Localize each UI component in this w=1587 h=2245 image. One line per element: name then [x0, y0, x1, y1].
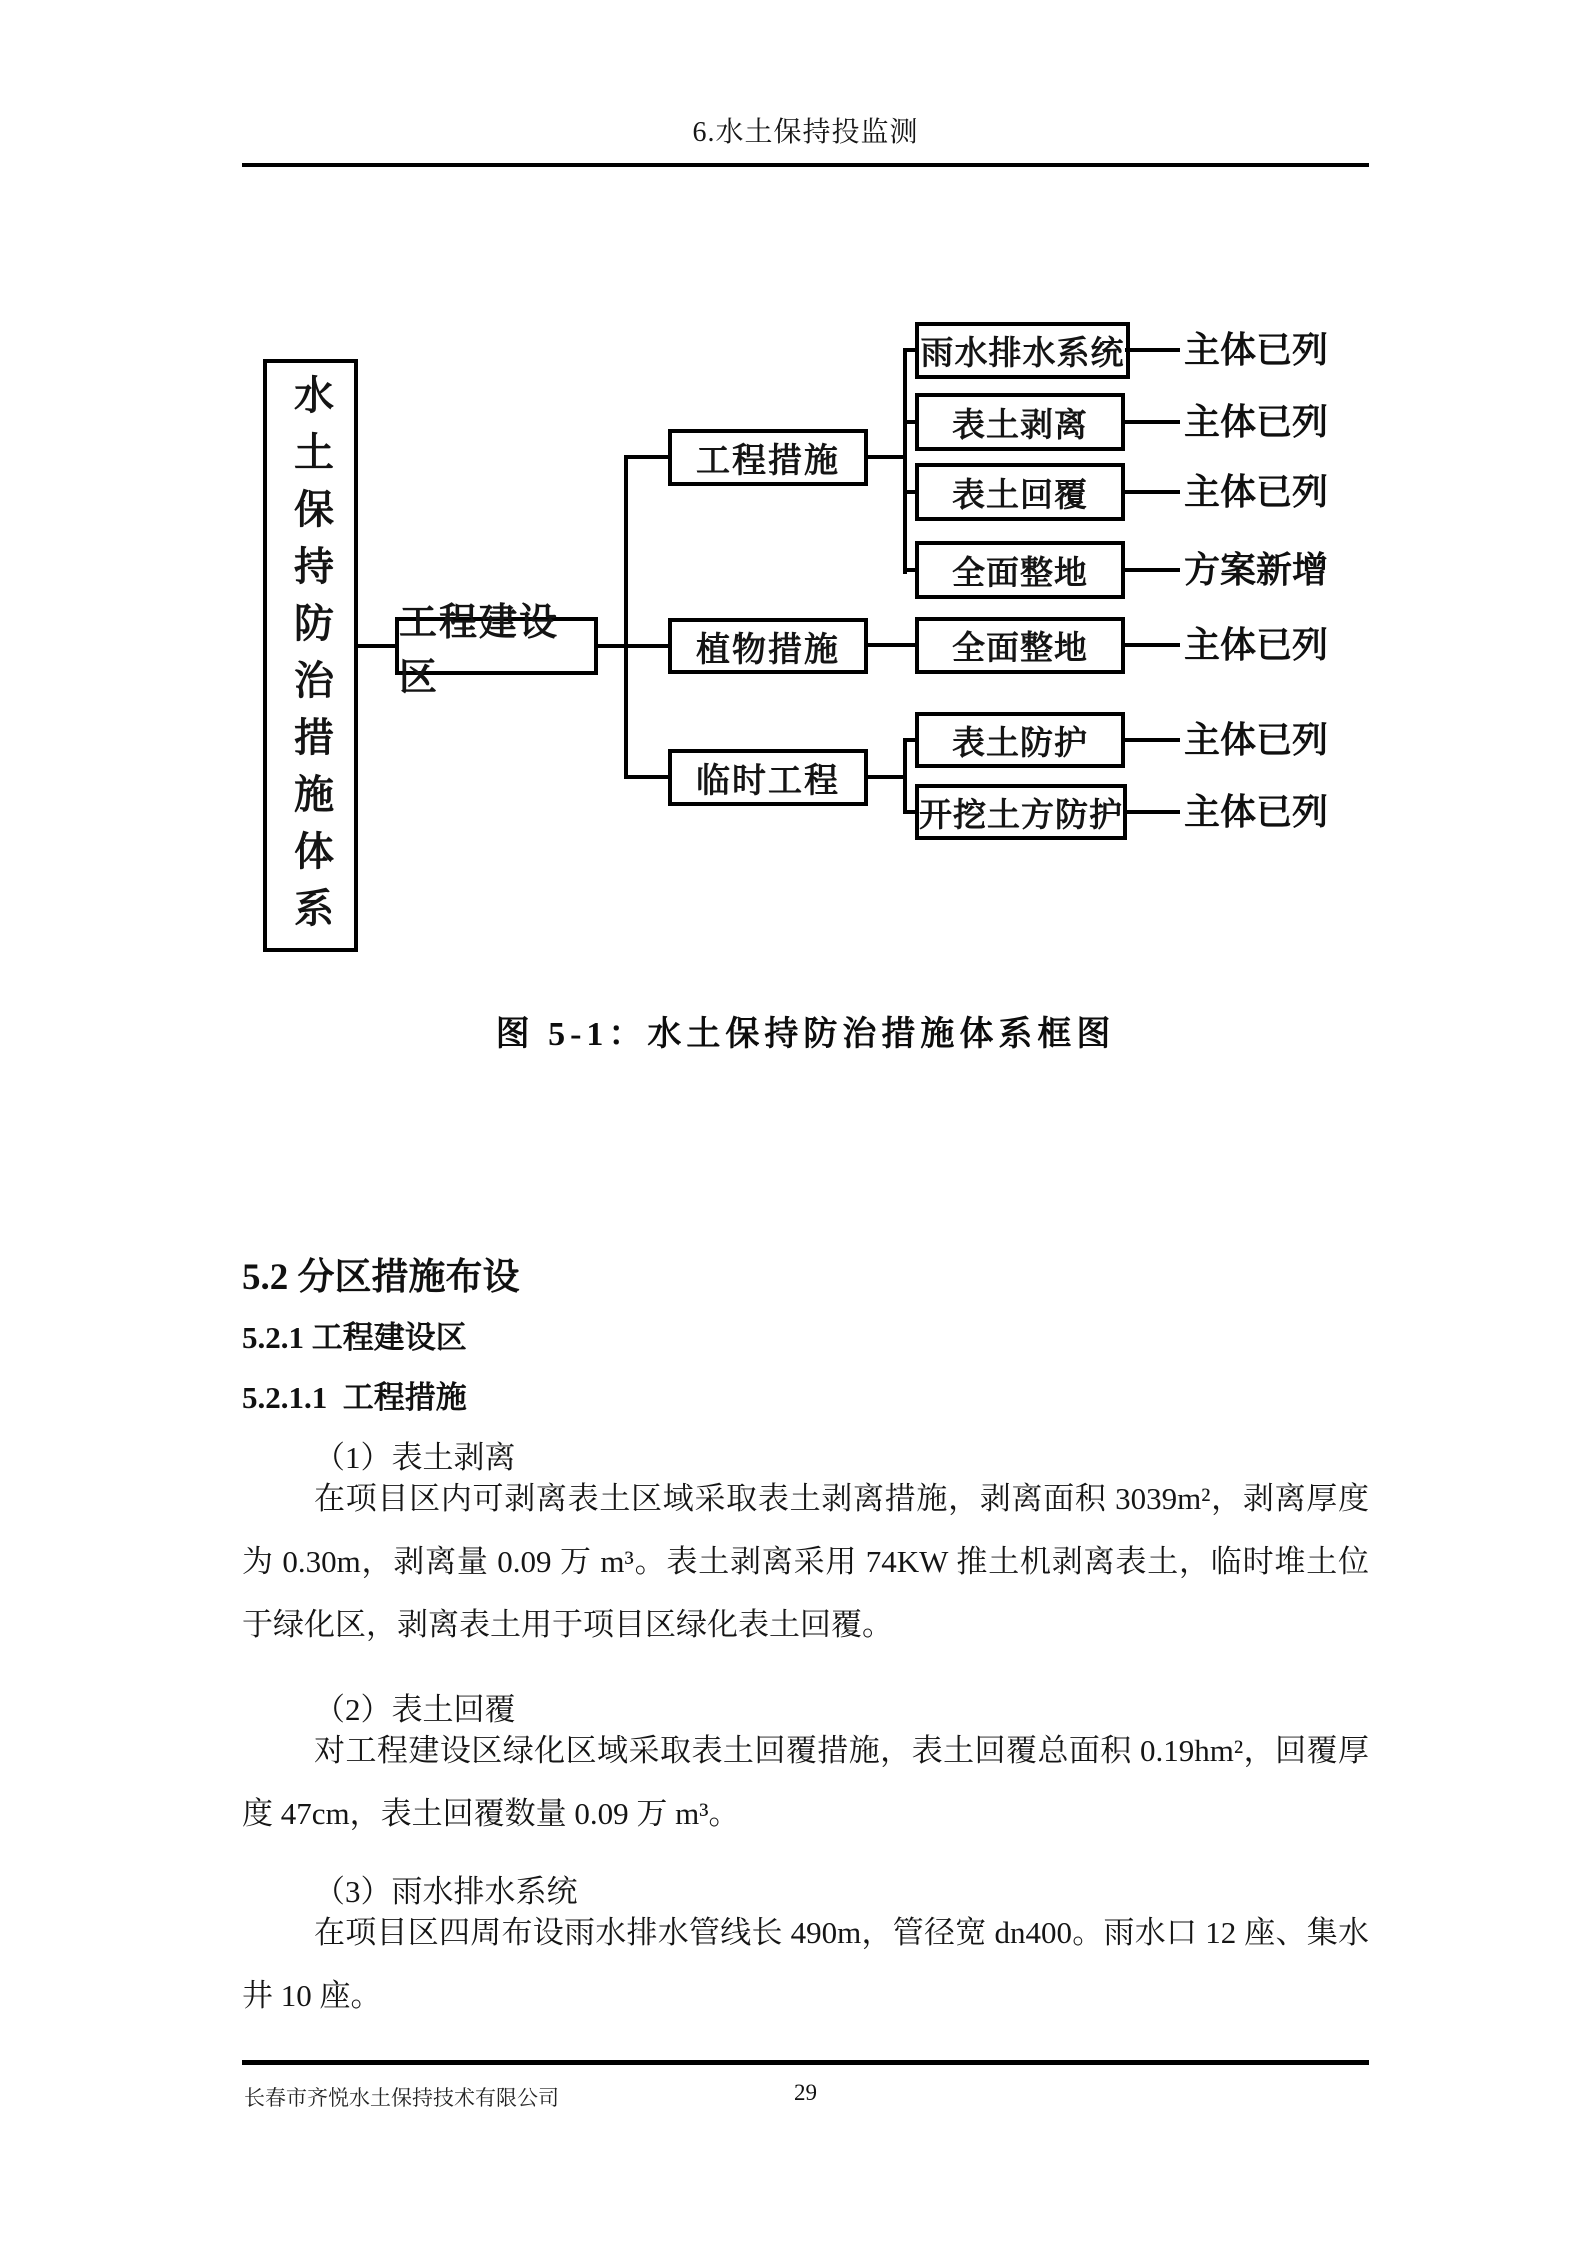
diagram-level1-box	[395, 602, 598, 699]
engineering-bracket-vertical	[903, 348, 907, 574]
measure-label-full-leveling-plant: 全面整地	[952, 629, 1088, 666]
measure-label-rain-drainage: 雨水排水系统	[920, 334, 1125, 371]
paragraph-topsoil-stripping: 在项目区内可剥离表土区域采取表土剥离措施，剥离面积 3039m²，剥离厚度为 0.30m，剥离量 0.09 万 m³。表土剥离采用 74KW 推土机剥离表土，临时堆土位于绿化区，剥离表土用于项目区绿化表土回覆。	[242, 1481, 1369, 1642]
status-label-excavation-protection: 主体已列	[1184, 791, 1329, 832]
stub-excavation-protection	[903, 810, 915, 814]
connector-root-level1	[358, 644, 395, 648]
diagram-level1-label: 工程建设区	[399, 602, 560, 699]
branch-label-temporary: 临时工程	[696, 762, 840, 800]
page-header-title: 6.水土保持投监测	[692, 117, 919, 148]
measure-box-full-leveling-eng	[915, 541, 1125, 599]
measure-box-topsoil-protection	[915, 712, 1125, 768]
measure-box-topsoil-stripping	[915, 393, 1125, 451]
stub-topsoil-protection	[903, 738, 915, 742]
connector-status-2	[1125, 420, 1180, 424]
heading-5-2-1: 5.2.1 工程建设区	[242, 1320, 467, 1355]
status-label-full-leveling-plant: 主体已列	[1184, 624, 1329, 665]
connector-plant-child	[868, 643, 915, 647]
connector-temporary-bracket	[868, 775, 905, 779]
branch-label-engineering: 工程措施	[696, 442, 840, 480]
status-label-topsoil-return: 主体已列	[1184, 471, 1329, 512]
measure-box-rain-drainage	[915, 322, 1130, 379]
branch-box-plant-measures	[668, 618, 868, 674]
connector-status-3	[1125, 490, 1180, 494]
footer-company-name: 长春市齐悦水土保持技术有限公司	[244, 2086, 559, 2110]
trunk-vertical-line	[624, 455, 628, 779]
measure-label-topsoil-return: 表土回覆	[952, 475, 1088, 513]
measure-label-topsoil-stripping: 表土剥离	[952, 405, 1088, 443]
connector-status-6	[1125, 738, 1180, 742]
paragraph-rain-drainage: 在项目区四周布设雨水排水管线长 490m，管径宽 dn400。雨水口 12 座、集水井 10 座。	[242, 1915, 1369, 2013]
measure-box-topsoil-return	[915, 463, 1125, 521]
measure-label-full-leveling-eng: 全面整地	[952, 553, 1088, 591]
diagram-root-box	[263, 359, 358, 952]
status-label-topsoil-stripping: 主体已列	[1184, 401, 1329, 442]
branch-label-plant: 植物措施	[696, 630, 840, 669]
connector-status-1	[1125, 348, 1180, 352]
stub-to-temporary	[626, 775, 668, 779]
measure-box-full-leveling-plant	[915, 617, 1125, 674]
connector-status-5	[1125, 643, 1180, 647]
branch-box-engineering-measures	[668, 429, 868, 486]
status-label-topsoil-protection: 主体已列	[1184, 719, 1329, 760]
header-rule	[242, 163, 1369, 167]
measure-label-topsoil-protection: 表土防护	[952, 723, 1088, 761]
paragraph-topsoil-return: 对工程建设区绿化区域采取表土回覆措施，表土回覆总面积 0.19hm²，回覆厚度 47cm，表土回覆数量 0.09 万 m³。	[242, 1733, 1369, 1831]
stub-topsoil-return	[903, 490, 915, 494]
stub-to-engineering	[626, 455, 668, 459]
heading-5-2: 5.2 分区措施布设	[242, 1257, 520, 1298]
heading-5-2-1-1: 5.2.1.1 工程措施	[242, 1380, 467, 1415]
figure-caption: 图 5-1：水土保持防治措施体系框图	[495, 1016, 1116, 1053]
footer-page-number: 29	[794, 2080, 817, 2105]
diagram-root-label: 水土保持防治措施体系	[288, 373, 333, 944]
footer-rule	[242, 2060, 1369, 2065]
measure-label-excavation-protection: 开挖土方防护	[919, 795, 1123, 833]
list-item-1-topsoil-stripping: （1）表土剥离	[314, 1440, 516, 1475]
list-item-3-rain-drainage: （3）雨水排水系统	[314, 1874, 578, 1909]
measure-box-excavation-protection	[915, 784, 1127, 840]
status-label-full-leveling-eng: 方案新增	[1184, 549, 1329, 590]
stub-rain-drainage	[903, 348, 915, 352]
connector-status-7	[1125, 810, 1180, 814]
connector-level1-trunk	[598, 644, 668, 648]
temporary-bracket-vertical	[903, 738, 907, 814]
branch-box-temporary-works	[668, 749, 868, 806]
connector-engineering-bracket	[868, 455, 905, 459]
connector-status-4	[1125, 568, 1180, 572]
list-item-2-topsoil-return: （2）表土回覆	[314, 1692, 516, 1727]
stub-full-land-leveling	[903, 568, 915, 572]
status-label-rain-drainage: 主体已列	[1184, 329, 1329, 370]
stub-topsoil-stripping	[903, 420, 915, 424]
